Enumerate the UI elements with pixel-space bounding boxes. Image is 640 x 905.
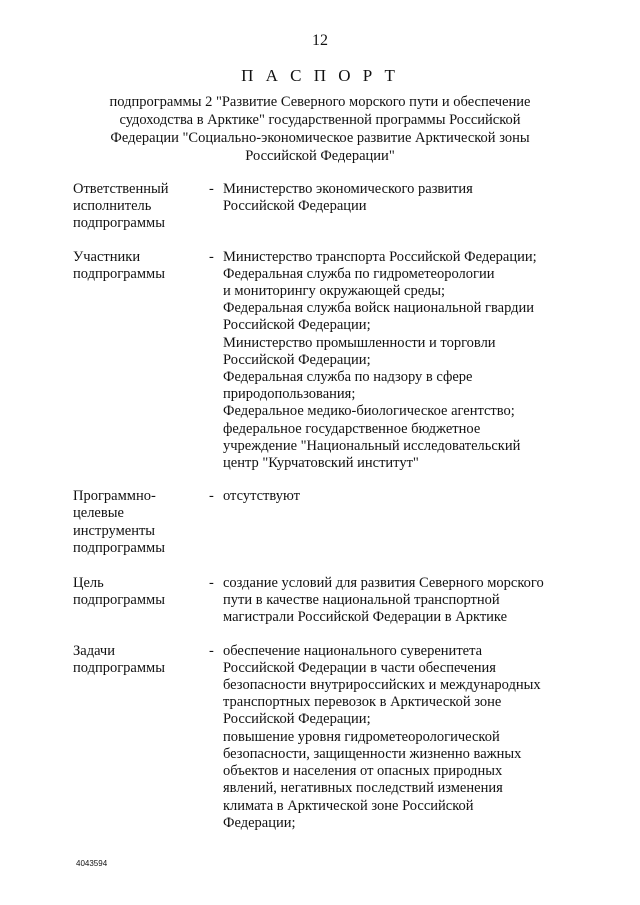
row-dash: - — [209, 181, 214, 197]
value-line: Российской Федерации — [223, 198, 367, 215]
label-line: подпрограммы — [73, 265, 165, 282]
value-line: Российской Федерации; — [223, 317, 371, 334]
row-responsible-executor — [73, 181, 593, 233]
label-line: подпрограммы — [73, 659, 165, 676]
value-line: Министерство промышленности и торговли — [223, 334, 496, 351]
row-value — [223, 575, 593, 627]
row-label — [73, 643, 209, 832]
document-title: П А С П О Р Т — [241, 66, 399, 85]
value-line: природопользования; — [223, 386, 356, 403]
row-dash: - — [209, 488, 214, 505]
subtitle-line: Федерации "Социально-экономическое развитие Арктической зоны — [110, 130, 530, 146]
label-line: подпрограммы — [73, 215, 165, 232]
value-line: объектов и населения от опасных природных — [223, 763, 503, 780]
label-line: подпрограммы — [73, 539, 165, 556]
value-line: Министерство транспорта Российской Федерации; — [223, 248, 537, 265]
value-line: и мониторингу окружающей среды; — [223, 283, 446, 300]
label-line: Цель — [73, 575, 104, 592]
row-goal — [73, 575, 593, 627]
subtitle-line: Российской Федерации" — [245, 148, 395, 164]
value-line: Министерство экономического развития — [223, 181, 473, 197]
row-dash: - — [209, 642, 214, 659]
row-value — [223, 643, 593, 832]
row-label — [73, 249, 209, 473]
page-number: 12 — [312, 32, 328, 49]
label-line: Ответственный — [73, 181, 169, 197]
value-line: Федеральная служба войск национальной гвардии — [223, 300, 535, 317]
label-line: Программно- — [73, 488, 156, 505]
value-line: безопасности, защищенности жизненно важных — [223, 745, 522, 762]
label-line: Задачи — [73, 642, 115, 659]
value-line: создание условий для развития Северного морского — [223, 575, 544, 592]
value-line: Федеральное медико-биологическое агентство; — [223, 403, 515, 420]
row-value — [223, 181, 593, 233]
row-program-instruments — [73, 488, 593, 557]
value-line: учреждение "Национальный исследовательский — [223, 437, 521, 454]
row-tasks — [73, 643, 593, 832]
subtitle — [80, 93, 560, 165]
value-line: Российской Федерации; — [223, 711, 371, 728]
label-line: Участники — [73, 248, 141, 265]
value-line: Федеральная служба по гидрометеорологии — [223, 265, 495, 282]
value-line: Российской Федерации в части обеспечения — [223, 659, 496, 676]
label-line: подпрограммы — [73, 592, 165, 609]
row-participants — [73, 249, 593, 473]
value-line: центр "Курчатовский институт" — [223, 455, 419, 472]
value-line: Федеральная служба по надзору в сфере — [223, 369, 473, 386]
value-line: климата в Арктической зоне Российской — [223, 797, 474, 814]
value-line: Российской Федерации; — [223, 351, 371, 368]
row-dash: - — [209, 248, 214, 265]
value-line: явлений, негативных последствий изменения — [223, 780, 503, 797]
label-line: исполнитель — [73, 198, 152, 215]
label-line: целевые — [73, 505, 124, 522]
value-line: повышение уровня гидрометеорологической — [223, 728, 500, 745]
row-label — [73, 575, 209, 627]
row-dash: - — [209, 575, 214, 592]
value-line: магистрали Российской Федерации в Арктике — [223, 609, 508, 626]
value-line: транспортных перевозок в Арктической зоне — [223, 694, 502, 711]
value-line: Федерации; — [223, 814, 296, 831]
value-line: обеспечение национального суверенитета — [223, 642, 483, 659]
value-line: федеральное государственное бюджетное — [223, 420, 481, 437]
row-value — [223, 249, 593, 473]
label-line: инструменты — [73, 522, 156, 539]
subtitle-line: судоходства в Арктике" государственной программы Российской — [119, 112, 521, 128]
row-label — [73, 181, 209, 233]
subtitle-line: подпрограммы 2 "Развитие Северного морского пути и обеспечение — [109, 94, 531, 110]
value-line: безопасности внутрироссийских и международных — [223, 677, 541, 694]
value-line: пути в качестве национальной транспортной — [223, 592, 500, 609]
value-line: отсутствуют — [223, 488, 300, 505]
footer-code: 4043594 — [76, 859, 108, 868]
row-value — [223, 488, 593, 557]
row-label — [73, 488, 209, 557]
passport-table — [73, 181, 593, 832]
